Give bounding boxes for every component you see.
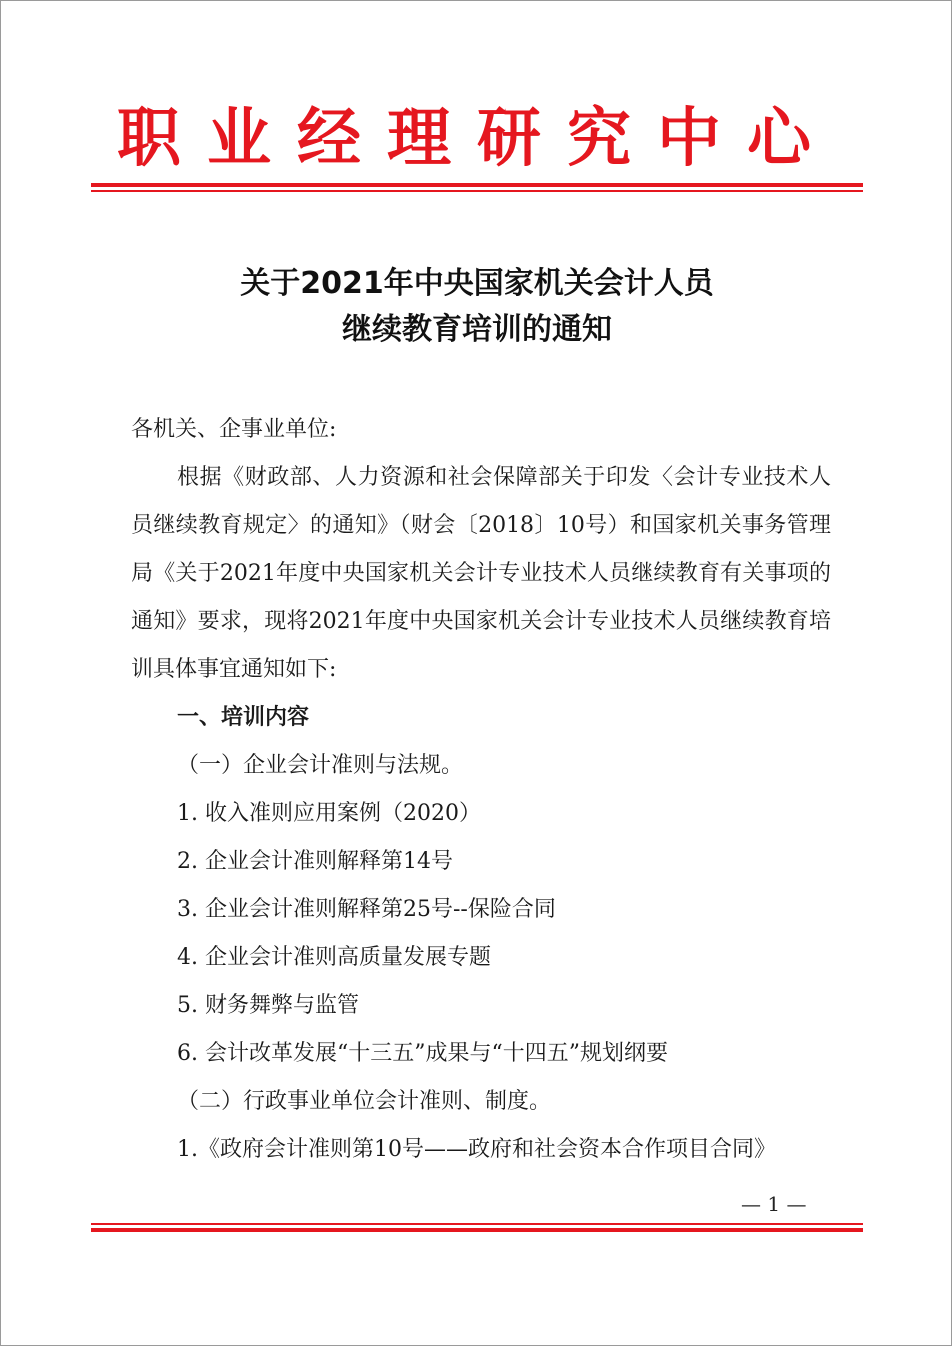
- intro-paragraph: 根据《财政部、人力资源和社会保障部关于印发〈会计专业技术人员继续教育规定〉的通知》（财会〔2018〕10号）和国家机关事务管理局《关于2021年度中央国家机关会计专业技术人员继续教育有关事项的通知》要求，现将2021年度中央国家机关会计专业技术人员继续教育培训具体事宜通知如下:: [131, 465, 831, 682]
- salutation: 各机关、企事业单位:: [131, 417, 337, 442]
- header-red-rule-thin: [91, 190, 863, 192]
- list-item: 1.《政府会计准则第10号——政府和社会资本合作项目合同》: [177, 1137, 776, 1162]
- list-item: 1. 收入准则应用案例（2020）: [177, 801, 481, 826]
- subsection-heading-2: （二）行政事业单位会计准则、制度。: [177, 1089, 552, 1114]
- footer-red-rule-thick: [91, 1228, 863, 1232]
- section-heading: 一、培训内容: [177, 705, 310, 730]
- document-body: [131, 406, 831, 1174]
- list-item: 5. 财务舞弊与监管: [177, 993, 359, 1018]
- header-red-rule-thick: [91, 183, 863, 187]
- list-item: 2. 企业会计准则解释第14号: [177, 849, 453, 874]
- document-title: [91, 261, 863, 353]
- list-item: 3. 企业会计准则解释第25号--保险合同: [177, 897, 556, 922]
- title-line-1: 关于2021年中央国家机关会计人员: [240, 266, 714, 301]
- organization-masthead: 职业经理研究中心: [117, 101, 837, 176]
- list-item: 4. 企业会计准则高质量发展专题: [177, 945, 491, 970]
- page-number: — 1 —: [741, 1192, 807, 1216]
- title-line-2: 继续教育培训的通知: [342, 312, 612, 347]
- footer-red-rule-thin: [91, 1223, 863, 1225]
- list-item: 6. 会计改革发展“十三五”成果与“十四五”规划纲要: [177, 1041, 668, 1066]
- subsection-heading-1: （一）企业会计准则与法规。: [177, 753, 464, 778]
